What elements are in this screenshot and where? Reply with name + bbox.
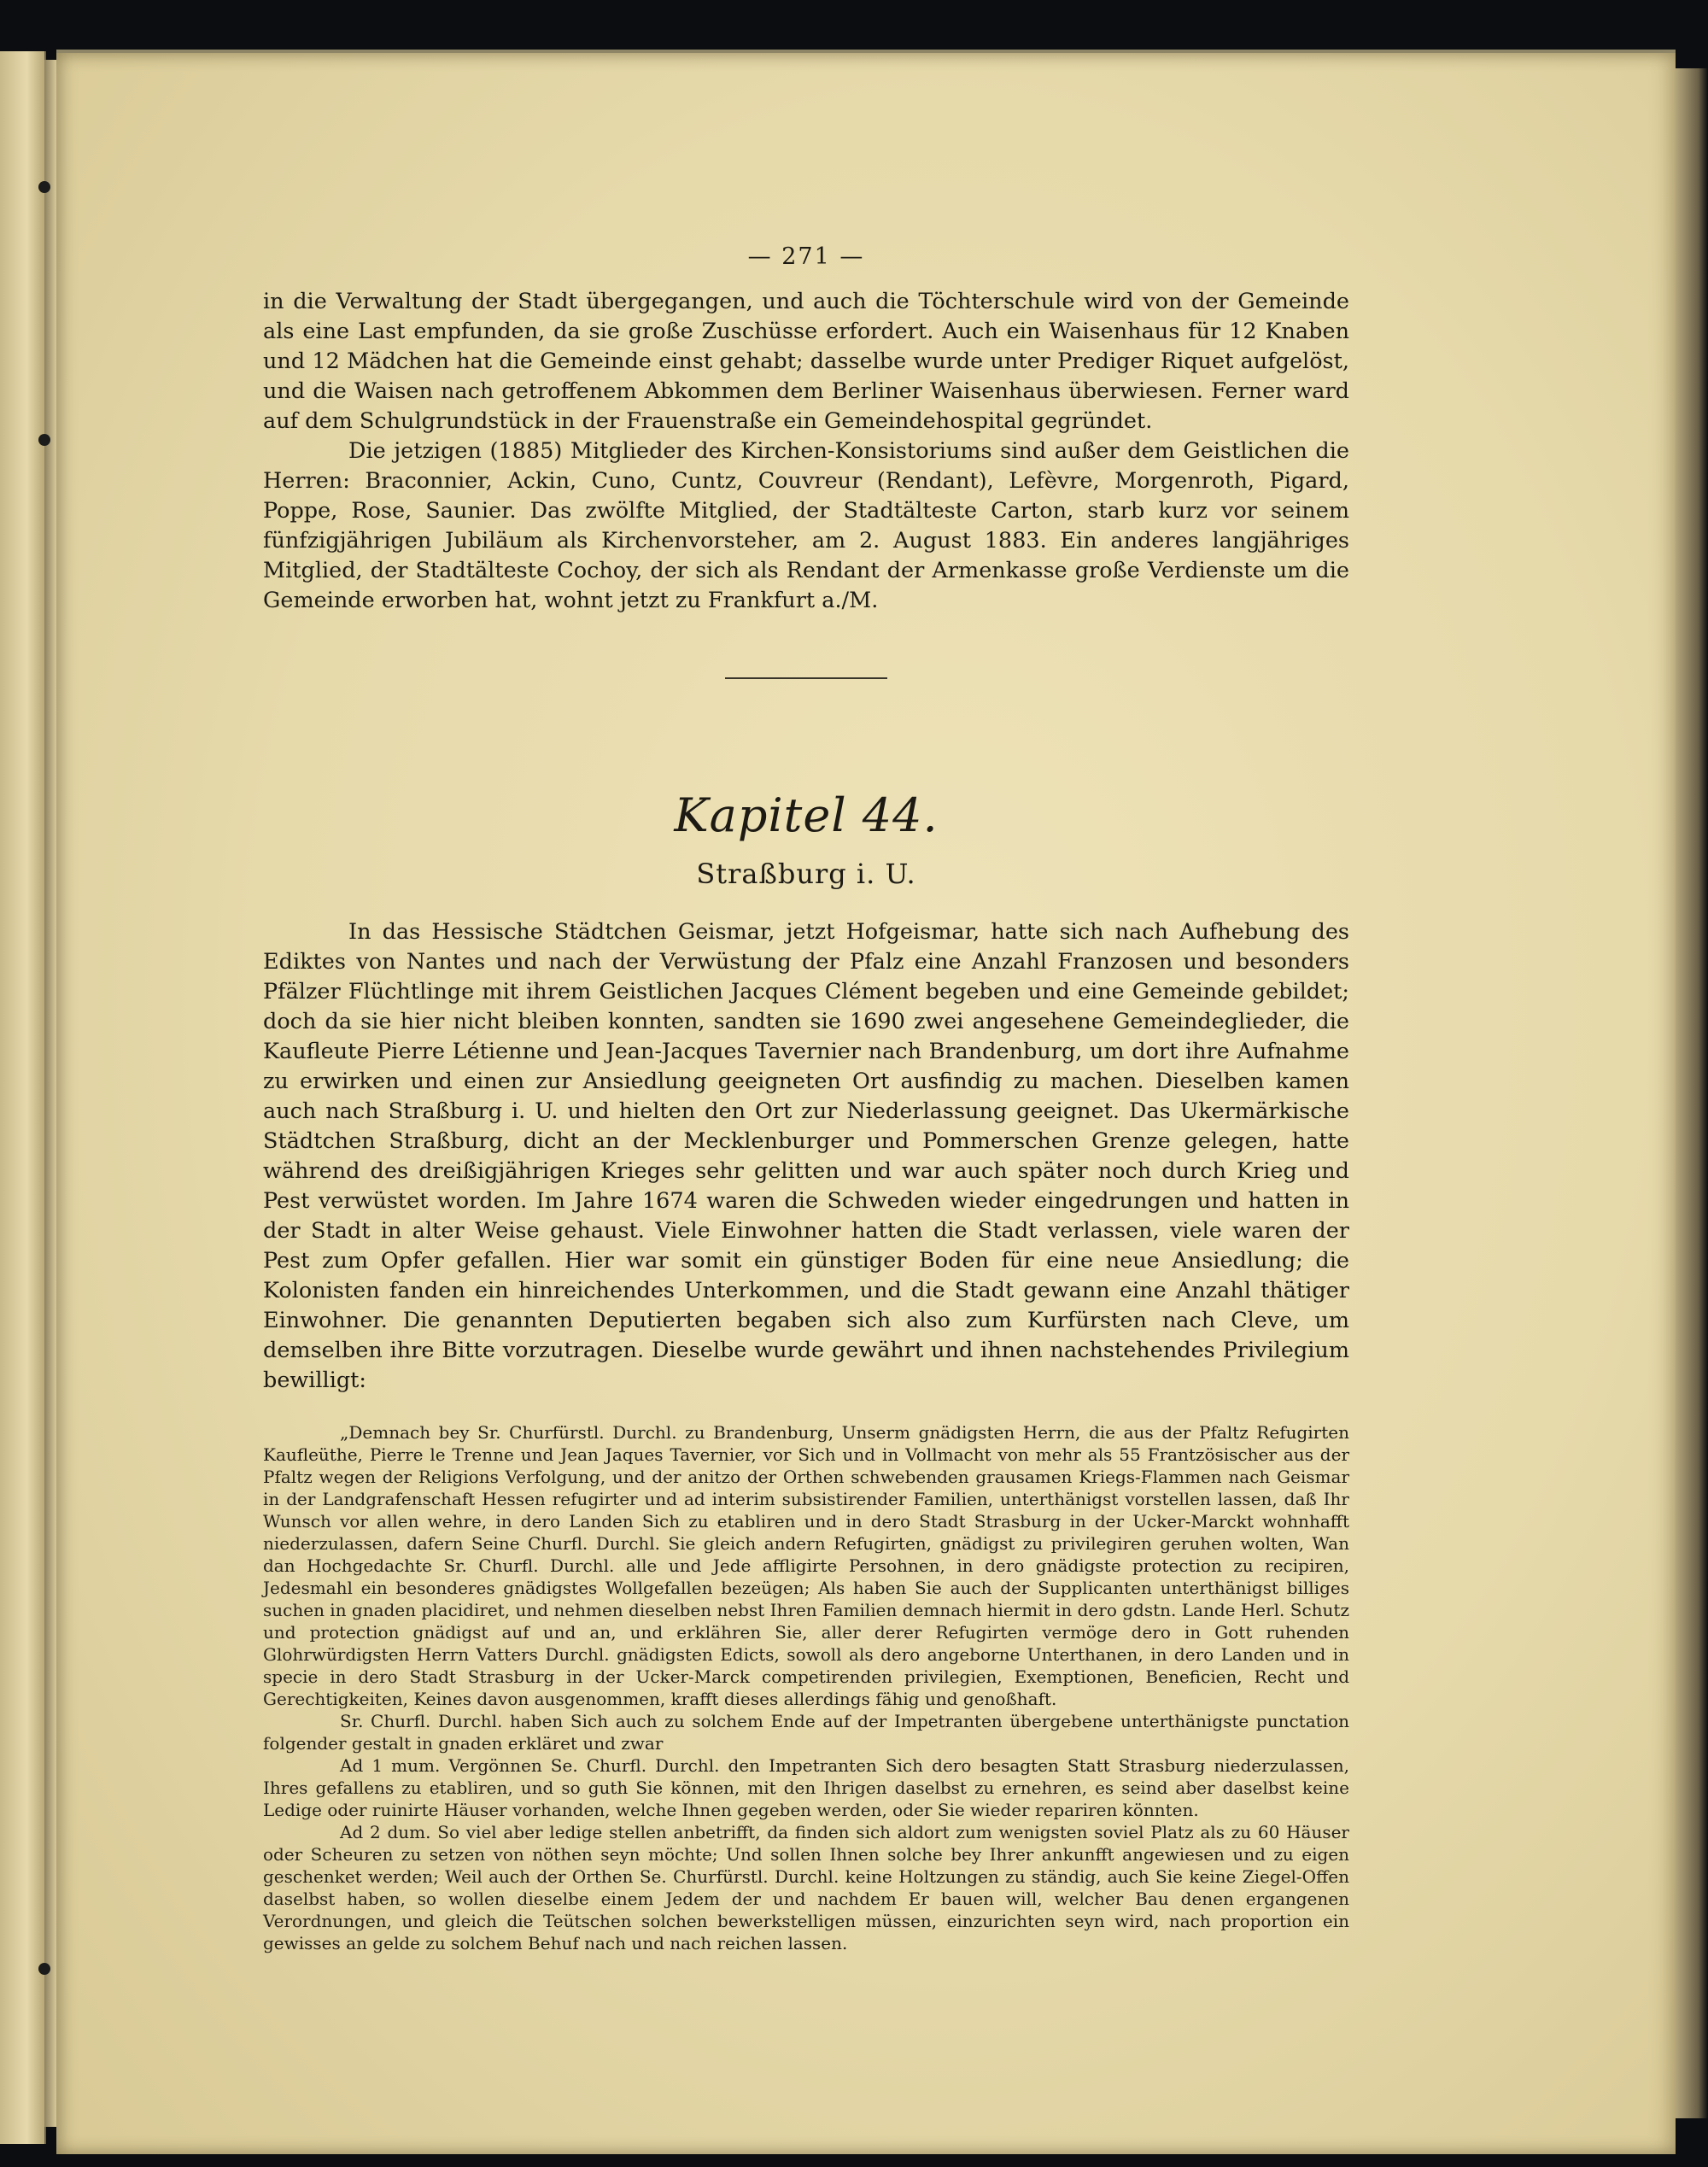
chapter-title: Kapitel 44. (674, 788, 939, 842)
chapter-body-paragraph: In das Hessische Städtchen Geismar, jetzt Hofgeismar, hatte sich nach Aufhebung des Ediktes von Nantes und nach der Verwüstung der Pfalz eine Anzahl Franzosen und besonders Pfälzer Flüchtlinge mit ihrem Geistlichen Jacques Clément begeben und eine Gemeinde gebildet; doch da sie hier nicht bleiben konnten, sandten sie 1690 zwei angesehene Gemeindeglieder, die Kaufleute Pierre Létienne und Jean-Jacques Tavernier nach Brandenburg, um dort ihre Aufnahme zu erwirken und einen zur Ansiedlung geeigneten Ort ausfindig zu machen. Dieselben kamen auch nach Straßburg i. U. und hielten den Ort zur Niederlassung geeignet. Das Ukermärkische Städtchen Straßburg, dicht an der Mecklenburger und Pommerschen Grenze gelegen, hatte während des dreißigjährigen Krieges sehr gelitten und war auch später noch durch Krieg und Pest verwüstet worden. Im Jahre 1674 waren die Schweden wieder eingedrungen und hatten in der Stadt in alter Weise gehaust. Viele Einwohner hatten die Stadt verlassen, viele waren der Pest zum Opfer gefallen. Hier war somit ein günstiger Boden für eine neue Ansiedlung; die Kolonisten fanden ein hinreichendes Unterkommen, und die Stadt gewann eine Anzahl thätiger Einwohner. Die genannten Deputierten begaben sich also zum Kurfürsten nach Cleve, um demselben ihre Bitte vorzutragen. Dieselbe wurde gewährt und ihnen nachstehendes Privilegium bewilligt: (263, 919, 1349, 1393)
privilege-paragraph-2: Sr. Churfl. Durchl. haben Sich auch zu solchem Ende auf der Impetranten übergebene unterthänigste punctation folgender gestalt in gnaden erkläret und zwar (263, 1711, 1349, 1754)
privilege-paragraph-3: Ad 1 mum. Vergönnen Se. Churfl. Durchl. den Impetranten Sich dero besagten Statt Strasburg niederzulassen, Ihres gefallens zu etabliren, und so guth Sie können, mit den Ihrigen daselbst zu ernehren, es seind aber daselbst keine Ledige oder ruinirte Häuser vorhanden, welche Ihnen gegeben werden, oder Sie wieder repariren könnten. (263, 1755, 1349, 1820)
privilege-paragraph-1: „Demnach bey Sr. Churfürstl. Durchl. zu Brandenburg, Unserm gnädigsten Herrn, die aus der Pfaltz Refugirten Kaufleüthe, Pierre le Trenne und Jean Jaques Tavernier, vor Sich und in Vollmacht von mehr als 55 Frantzösischer aus der Pfaltz wegen der Religions Verfolgung, und der anitzo der Orthen schwebenden grausamen Kriegs-Flammen nach Geismar in der Landgrafenschaft Hessen refugirter und ad interim subsistirender Familien, unterthänigst vorstellen lassen, daß Ihr Wunsch vor allen wehre, in dero Landen Sich zu etabliren und in dero Stadt Strasburg in der Ucker-Marckt wohnhafft niederzulassen, dafern Seine Churfl. Durchl. Sie gleich andern Refugirten, gnädigst zu privilegiren geruhen wolten, Wan dan Hochgedachte Sr. Churfl. Durchl. alle und Jede affligirte Persohnen, in dero gnädigste protection zu recipiren, Jedesmahl ein besonderes gnädigstes Wollgefallen bezeügen; Als haben Sie auch der Supplicanten unterthänigst billiges suchen in gnaden placidiret, und nehmen dieselben nebst Ihren Familien demnach hiermit in dero gdstn. Lande Herl. Schutz und protection gnädigst auf und an, und erklähren Sie, aller derer Refugirten vermöge dero in Gott ruhenden Glohrwürdigsten Herrn Vatters Durchl. gnädigsten Edicts, sowoll als dero angeborne Unterthanen, in dero Landen und in specie in dero Stadt Strasburg in der Ucker-Marck competirenden privilegien, Exemptionen, Beneficien, Recht und Gerechtigkeiten, Keines davon ausgenommen, krafft dieses allerdings fähig und genoßhaft. (263, 1422, 1350, 1709)
page-gutter (44, 60, 56, 2127)
privilege-quotation (263, 1421, 1349, 1954)
consistory-paragraph: Die jetzigen (1885) Mitglieder des Kirchen-Konsistoriums sind außer dem Geistlichen die Herren: Braconnier, Ackin, Cuno, Cuntz, Couvreur (Rendant), Lefèvre, Morgenroth, Pigard, Poppe, Rose, Saunier. Das zwölfte Mitglied, der Stadtälteste Carton, starb kurz vor seinem fünfzigjährigen Jubiläum als Kirchenvorsteher, am 2. August 1883. Ein anderes langjähriges Mitglied, der Stadtälteste Cochoy, der sich als Rendant der Armenkasse große Verdienste um die Gemeinde erworben hat, wohnt jetzt zu Frankfurt a./M. (263, 438, 1349, 613)
page-text (263, 243, 1349, 1954)
facing-page-edge (0, 51, 46, 2144)
binding-pin (38, 434, 50, 446)
binding-pin (38, 181, 50, 193)
page-right-edge (1676, 68, 1708, 2118)
binding-pin (38, 1963, 50, 1975)
continuation-paragraph: in die Verwaltung der Stadt übergegangen, und auch die Töchterschule wird von der Gemeinde als eine Last empfunden, da sie große Zuschüsse erfordert. Auch ein Waisenhaus für 12 Knaben und 12 Mädchen hat die Gemeinde einst gehabt; dasselbe wurde unter Prediger Riquet aufgelöst, und die Waisen nach getroffenem Abkommen dem Berliner Waisenhaus überwiesen. Ferner ward auf dem Schulgrundstück in der Frauenstraße ein Gemeindehospital gegründet. (263, 289, 1349, 434)
chapter-subtitle: Straßburg i. U. (696, 858, 916, 890)
section-divider (725, 677, 887, 679)
page-number: — 271 — (747, 243, 865, 270)
privilege-paragraph-4: Ad 2 dum. So viel aber ledige stellen anbetrifft, da finden sich aldort zum wenigsten soviel Platz als zu 60 Häuser oder Scheuren zu setzen von nöthen seyn möchte; Und sollen Ihnen solche bey Ihrer ankunfft angewiesen und zu eigen geschenket werden; Weil auch der Orthen Se. Churfürstl. Durchl. keine Holtzungen zu ständig, auch Sie keine Ziegel-Offen daselbst haben, so wollen dieselbe einem Jedem der und nachdem Er bauen will, welcher Bau denen ergangenen Verordnungen, und gleich die Teütschen solchen bewerkstelligen müssen, einzurichten seyn wird, nach proportion ein gewisses an gelde zu solchem Behuf nach und nach reichen lassen. (263, 1822, 1349, 1953)
